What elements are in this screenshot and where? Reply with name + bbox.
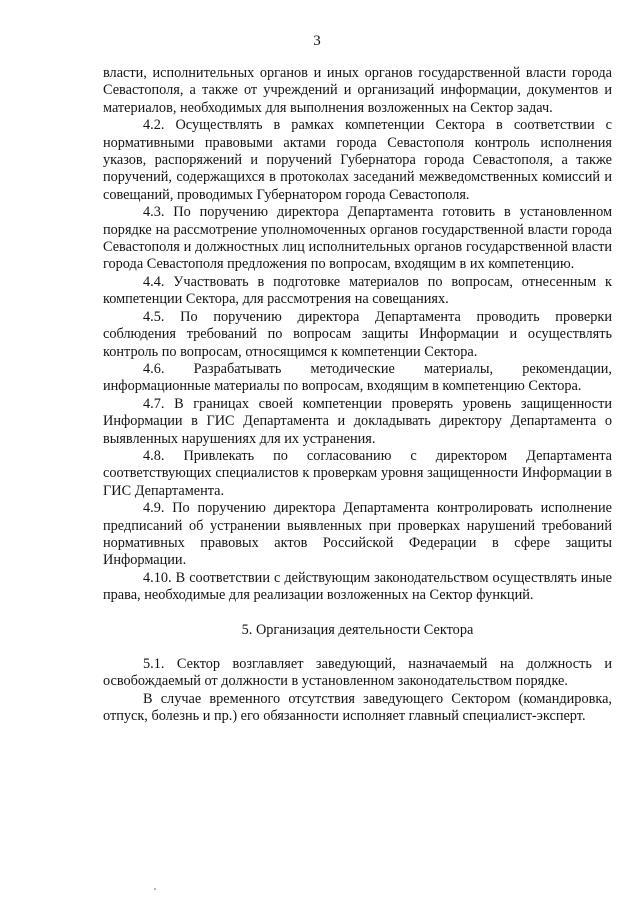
paragraph-4-9: 4.9. По поручению директора Департамента контролировать исполнение предписаний об устранении выявленных при проверках нарушений требований нормативных правовых актов Российской Федерации в сфере защиты Информации. <box>103 500 612 569</box>
paragraph-4-10: 4.10. В соответствии с действующим законодательством осуществлять иные права, необходимые для реализации возложенных на Сектор функций. <box>103 569 612 604</box>
paragraph-5-1: 5.1. Сектор возглавляет заведующий, назначаемый на должность и освобождаемый от должности в установленном законодательством порядке. <box>103 656 612 690</box>
paragraph-continuation: власти, исполнительных органов и иных органов государственной власти города Севастополя, а также от учреждений и организаций информации, документов и материалов, необходимых для выполнения возложенных на Сектор задач. <box>103 65 612 116</box>
paragraph-4-4: 4.4. Участвовать в подготовке материалов по вопросам, отнесенным к компетенции Сектора, для рассмотрения на совещаниях. <box>103 273 612 308</box>
paragraph-4-7: 4.7. В границах своей компетенции проверять уровень защищенности Информации в ГИС Департамента и докладывать директору Департамента о выявленных нарушениях для их устранения. <box>103 395 612 447</box>
section-5-heading: 5. Организация деятельности Сектора <box>241 621 474 638</box>
document-body <box>103 65 612 726</box>
paragraph-5-1-substitute: В случае временного отсутствия заведующего Сектором (командировка, отпуск, болезнь и пр.) его обязанности исполняет главный специалист-эксперт. <box>103 690 612 725</box>
paragraph-4-2: 4.2. Осуществлять в рамках компетенции Сектора в соответствии с нормативными правовыми актами города Севастополя контроль исполнения указов, распоряжений и поручений Губернатора города Севастополя, а также поручений, содержащихся в протоколах заседаний межведомственных комиссий и совещаний, проводимых Губернатором города Севастополя. <box>103 117 612 203</box>
paragraph-4-3: 4.3. По поручению директора Департамента готовить в установленном порядке на рассмотрение уполномоченных органов государственной власти города Севастополя и должностных лиц исполнительных органов государственной власти города Севастополя предложения по вопросам, входящим в их компетенцию. <box>103 204 612 273</box>
scan-mark <box>154 888 156 890</box>
paragraph-4-6: 4.6. Разрабатывать методические материалы, рекомендации, информационные материалы по вопросам, входящим в компетенцию Сектора. <box>103 360 612 395</box>
paragraph-4-8: 4.8. Привлекать по согласованию с директором Департамента соответствующих специалистов к проверкам уровня защищенности Информации в ГИС Департамента. <box>103 447 612 499</box>
page-number: 3 <box>313 33 321 49</box>
paragraph-4-5: 4.5. По поручению директора Департамента проводить проверки соблюдения требований по вопросам защиты Информации и осуществлять контроль по вопросам, относящимся к компетенции Сектора. <box>103 308 612 360</box>
